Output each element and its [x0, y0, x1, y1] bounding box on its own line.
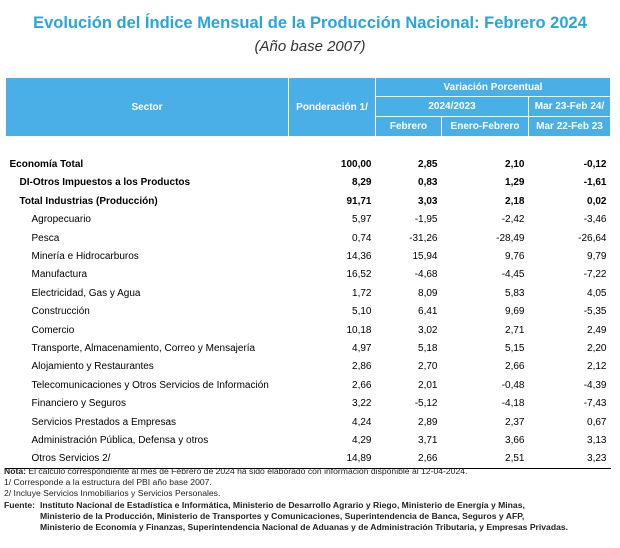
row-mar-feb: -4,39 — [583, 379, 607, 391]
row-enero-febrero: 2,66 — [505, 361, 525, 373]
row-mar-feb: 2,20 — [587, 342, 607, 354]
row-mar-feb: 0,02 — [587, 195, 607, 207]
row-sector: Administración Pública, Defensa y otros — [31, 434, 209, 446]
table-body — [6, 137, 611, 469]
header-mar-feb-top: Mar 23-Feb 24/ — [529, 97, 611, 117]
row-ponderacion: 3,22 — [352, 398, 372, 410]
row-enero-febrero: 2,71 — [505, 324, 525, 336]
row-sector: Economía Total — [9, 159, 84, 171]
footnotes — [4, 466, 616, 533]
row-enero-febrero: 3,66 — [505, 434, 525, 446]
row-ponderacion: 1,72 — [352, 287, 372, 299]
row-mar-feb: 4,05 — [587, 287, 607, 299]
row-ponderacion: 2,66 — [352, 379, 372, 391]
row-sector: Transporte, Almacenamiento, Correo y Mensajería — [31, 342, 256, 354]
table-row — [6, 155, 611, 173]
table-row — [6, 303, 611, 321]
row-febrero: 3,71 — [418, 434, 438, 446]
note-text: El cálculo correspondiente al mes de Febrero de 2024 ha sido elaborado con información disponible al 12-04-2024. — [25, 466, 468, 476]
row-ponderacion: 2,86 — [352, 361, 372, 373]
row-sector: DI-Otros Impuestos a los Productos — [19, 177, 191, 189]
header-ponderacion: Ponderación 1/ — [289, 78, 376, 137]
row-ponderacion: 8,29 — [352, 177, 372, 189]
row-enero-febrero: 9,76 — [505, 251, 525, 263]
row-sector: Pesca — [31, 232, 60, 244]
note-line — [4, 466, 616, 477]
source-block — [4, 500, 616, 534]
row-mar-feb: 3,23 — [529, 450, 611, 469]
footnote-2: 2/ Incluye Servicios Inmobiliarios y Servicios Personales. — [4, 488, 221, 499]
row-enero-febrero: -0,48 — [501, 379, 525, 391]
source-text — [40, 500, 568, 534]
row-febrero: 0,83 — [418, 177, 438, 189]
table-header — [6, 78, 611, 137]
table-row — [6, 431, 611, 449]
row-ponderacion: 14,89 — [289, 450, 376, 469]
row-mar-feb: -7,22 — [583, 269, 607, 281]
row-sector: Agropecuario — [31, 214, 91, 226]
row-febrero: -5,12 — [414, 398, 438, 410]
table-row — [6, 358, 611, 376]
row-enero-febrero: 5,15 — [505, 342, 525, 354]
row-sector: Construcción — [31, 306, 90, 318]
row-ponderacion: 10,18 — [346, 324, 372, 336]
row-mar-feb: 0,67 — [587, 416, 607, 428]
row-mar-feb: -26,64 — [578, 232, 607, 244]
row-febrero: 2,85 — [418, 159, 438, 171]
row-sector: Minería e Hidrocarburos — [31, 251, 139, 263]
row-enero-febrero: 1,29 — [505, 177, 525, 189]
row-ponderacion: 5,97 — [352, 214, 372, 226]
page-subtitle: (Año base 2007) — [254, 38, 366, 55]
header-separator — [6, 137, 611, 156]
note-label: Nota: — [4, 466, 26, 476]
row-ponderacion: 0,74 — [352, 232, 372, 244]
source-line-1: Instituto Nacional de Estadística e Informática, Ministerio de Desarrollo Agrario y Riego, Ministerio de Energía y Minas, — [40, 499, 525, 510]
table-row — [6, 321, 611, 339]
row-enero-febrero: -28,49 — [496, 232, 525, 244]
row-ponderacion: 16,52 — [346, 269, 372, 281]
row-mar-feb: -1,61 — [583, 177, 607, 189]
row-febrero: -4,68 — [414, 269, 438, 281]
row-febrero: 2,01 — [418, 379, 438, 391]
header-sector: Sector — [6, 78, 289, 137]
source-line-3: Ministerio de Economía y Finanzas, Superintendencia Nacional de Aduanas y de Administración Tributaria, y Empresas Privadas. — [40, 522, 569, 533]
row-enero-febrero: 2,37 — [505, 416, 525, 428]
table-row — [6, 247, 611, 265]
source-line-2: Ministerio de la Producción, Ministerio de Transportes y Comunicaciones, Superintendencia de Banca, Seguros y AFP, — [40, 510, 525, 521]
row-febrero: 6,41 — [418, 306, 438, 318]
row-febrero: 15,94 — [412, 251, 438, 263]
row-enero-febrero: 2,18 — [505, 195, 525, 207]
table-row — [6, 376, 611, 394]
row-sector: Comercio — [31, 324, 75, 336]
table-row — [6, 413, 611, 431]
row-enero-febrero: -4,45 — [501, 269, 525, 281]
row-ponderacion: 4,24 — [352, 416, 372, 428]
row-mar-feb: -7,43 — [583, 398, 607, 410]
row-febrero: -31,26 — [409, 232, 438, 244]
header-enero-febrero: Enero-Febrero — [442, 117, 529, 137]
row-ponderacion: 14,36 — [346, 251, 372, 263]
row-ponderacion: 4,29 — [352, 434, 372, 446]
page-title: Evolución del Índice Mensual de la Producción Nacional: Febrero 2024 — [33, 14, 587, 32]
row-febrero: 2,66 — [376, 450, 442, 469]
table-row — [6, 339, 611, 357]
row-febrero: 3,02 — [418, 324, 438, 336]
row-enero-febrero: -2,42 — [501, 214, 525, 226]
row-sector: Electricidad, Gas y Agua — [31, 287, 141, 299]
header-variacion: Variación Porcentual — [376, 78, 611, 97]
table-row — [6, 174, 611, 192]
row-sector: Alojamiento y Restaurantes — [31, 361, 154, 373]
row-sector: Otros Servicios 2/ — [6, 450, 289, 469]
row-mar-feb: -0,12 — [583, 159, 607, 171]
header-mar-feb-bottom: Mar 22-Feb 23 — [529, 117, 611, 137]
row-sector: Telecomunicaciones y Otros Servicios de Información — [31, 379, 269, 391]
row-mar-feb: -5,35 — [583, 306, 607, 318]
row-febrero: -1,95 — [414, 214, 438, 226]
row-mar-feb: 2,49 — [587, 324, 607, 336]
table-row — [6, 284, 611, 302]
row-enero-febrero: -4,18 — [501, 398, 525, 410]
row-ponderacion: 4,97 — [352, 342, 372, 354]
source-label: Fuente: — [4, 499, 36, 510]
row-sector: Financiero y Seguros — [31, 398, 126, 410]
table-row — [6, 229, 611, 247]
row-mar-feb: 9,79 — [587, 251, 607, 263]
row-enero-febrero: 9,69 — [505, 306, 525, 318]
row-ponderacion: 100,00 — [340, 159, 372, 171]
row-sector: Total Industrias (Producción) — [19, 195, 158, 207]
row-febrero: 5,18 — [418, 342, 438, 354]
header-period-group: 2024/2023 — [376, 97, 529, 117]
row-febrero: 2,89 — [418, 416, 438, 428]
footnote-1: 1/ Corresponde a la estructura del PBI año base 2007. — [4, 477, 212, 488]
row-sector: Manufactura — [31, 269, 88, 281]
row-mar-feb: 2,12 — [587, 361, 607, 373]
row-enero-febrero: 2,51 — [442, 450, 529, 469]
table-row — [6, 211, 611, 229]
row-mar-feb: -3,46 — [583, 214, 607, 226]
row-enero-febrero: 5,83 — [505, 287, 525, 299]
table-row — [6, 192, 611, 210]
row-enero-febrero: 2,10 — [505, 159, 525, 171]
row-febrero: 3,03 — [418, 195, 438, 207]
row-ponderacion: 91,71 — [346, 195, 372, 207]
row-sector: Servicios Prestados a Empresas — [31, 416, 177, 428]
production-index-table — [5, 77, 611, 469]
row-febrero: 2,70 — [418, 361, 438, 373]
row-febrero: 8,09 — [418, 287, 438, 299]
row-mar-feb: 3,13 — [587, 434, 607, 446]
header-febrero: Febrero — [376, 117, 442, 137]
row-ponderacion: 5,10 — [352, 306, 372, 318]
table-row — [6, 266, 611, 284]
table-row — [6, 394, 611, 412]
